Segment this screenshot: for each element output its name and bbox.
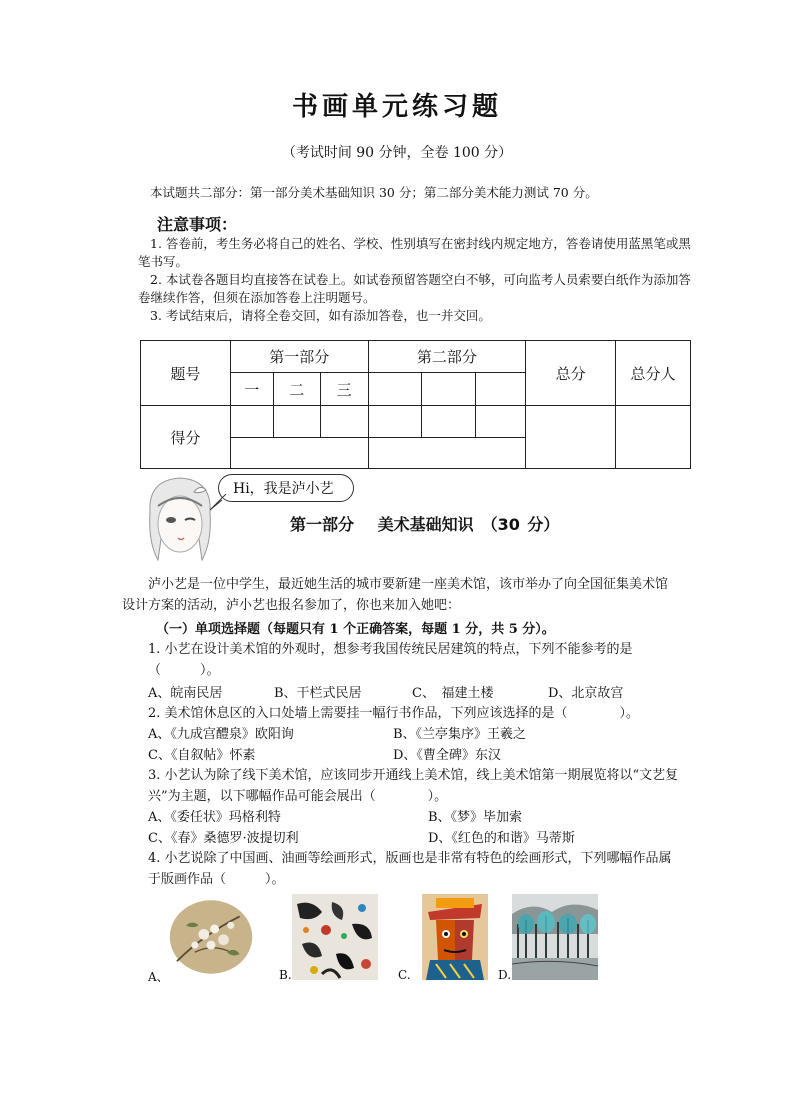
mascot-girl-illustration [140,472,220,568]
flower-painting-image[interactable] [168,894,254,980]
notice-item-3: 3. 考试结束后，请将全卷交回，如有添加答卷，也一并交回。 [150,308,491,323]
q2-option-b[interactable]: B、《兰亭集序》王羲之 [393,727,527,742]
sub-header-1: 一 [230,373,273,406]
q3-option-b[interactable]: B、《梦》毕加索 [428,810,523,825]
score-cell[interactable] [230,406,273,438]
score-cell[interactable] [368,406,422,438]
part2-score-cell[interactable] [368,438,526,469]
speech-bubble-tail-icon [208,494,228,512]
q2-option-a[interactable]: A、《九成宫醴泉》欧阳询 [148,727,294,742]
q3-option-c[interactable]: C、《春》桑德罗·波提切利 [148,831,299,846]
sub-header-3: 三 [320,373,368,406]
score-cell[interactable] [273,406,320,438]
speech-bubble: Hi，我是泸小艺 [218,474,354,502]
q4-option-a-label[interactable]: A、 [148,970,169,984]
score-cell[interactable] [476,406,526,438]
landscape-ink-painting-image[interactable] [512,894,598,980]
question-1-stem: 1. 小艺在设计美术馆的外观时，想参考我国传统民居建筑的特点，下列不能参考的是（ ）。 [148,642,633,678]
abstract-painting-image[interactable] [292,894,378,980]
section-title: （一）单项选择题（每题只有 1 个正确答案，每题 1 分，共 5 分）。 [156,622,555,637]
q3-option-a[interactable]: A、《委任状》玛格利特 [148,810,281,825]
page-title: 书画单元练习题 [291,92,502,122]
part1-header: 第一部分 [230,341,368,373]
exam-subtitle: （考试时间 90 分钟，全卷 100 分） [281,145,513,161]
sub-header-2: 二 [273,373,320,406]
score-cell[interactable] [320,406,368,438]
cubist-portrait-image[interactable] [412,894,498,980]
q2-option-d[interactable]: D、《曹全碑》东汉 [393,748,501,763]
scorer-cell[interactable] [616,406,691,469]
part2-header: 第二部分 [368,341,526,373]
question-2-stem: 2. 美术馆休息区的入口处墙上需要挂一幅行书作品，下列应该选择的是（ ）。 [148,706,640,721]
q4-option-c-label[interactable]: C. [398,968,411,982]
score-row-header: 得分 [141,406,231,469]
total-score-header: 总分 [526,341,616,406]
notice-heading: 注意事项： [157,215,238,234]
question-number-header: 题号 [141,341,231,406]
part1-score-cell[interactable] [230,438,368,469]
q1-option-b[interactable]: B、干栏式民居 [274,686,362,701]
question-3-stem: 3. 小艺认为除了线下美术馆，应该同步开通线上美术馆，线上美术馆第一期展览将以“文艺复兴”为主题，以下哪幅作品可能会展出（ ）。 [148,768,679,804]
question-4-stem: 4. 小艺说除了中国画、油画等绘画形式，版画也是非常有特色的绘画形式，下列哪幅作品属于版画作品（ ）。 [148,851,672,887]
exam-description: 本试题共二部分：第一部分美术基础知识 30 分；第二部分美术能力测试 70 分。 [150,185,598,200]
score-cell[interactable] [422,406,476,438]
q1-option-c[interactable]: C、 福建土楼 [412,686,494,701]
q4-option-b-label[interactable]: B. [279,968,292,982]
part2-sub-cell [476,373,526,406]
notice-item-1: 1. 答卷前，考生务必将自己的姓名、学校、性别填写在密封线内规定地方，答卷请使用蓝黑笔或黑笔书写。 [138,236,691,269]
notice-item-2: 2. 本试卷各题目均直接答在试卷上。如试卷预留答题空白不够，可向监考人员索要白纸作为添加答卷继续作答，但须在添加答卷上注明题号。 [138,272,691,305]
part2-sub-cell [368,373,422,406]
part1-heading: 第一部分 美术基础知识 （30 分） [290,515,560,534]
q4-option-d-label[interactable]: D. [498,968,512,982]
q1-option-d[interactable]: D、北京故宫 [548,686,624,701]
total-score-cell[interactable] [526,406,616,469]
q2-option-c[interactable]: C、《自叙帖》怀素 [148,748,256,763]
q3-option-d[interactable]: D、《红色的和谐》马蒂斯 [428,831,575,846]
part1-intro: 泸小艺是一位中学生，最近她生活的城市要新建一座美术馆，该市举办了向全国征集美术馆设计方案的活动，泸小艺也报名参加了，你也来加入她吧： [122,577,669,613]
q1-option-a[interactable]: A、皖南民居 [148,686,223,701]
score-table [140,340,691,469]
part2-sub-cell [422,373,476,406]
scorer-header: 总分人 [616,341,691,406]
